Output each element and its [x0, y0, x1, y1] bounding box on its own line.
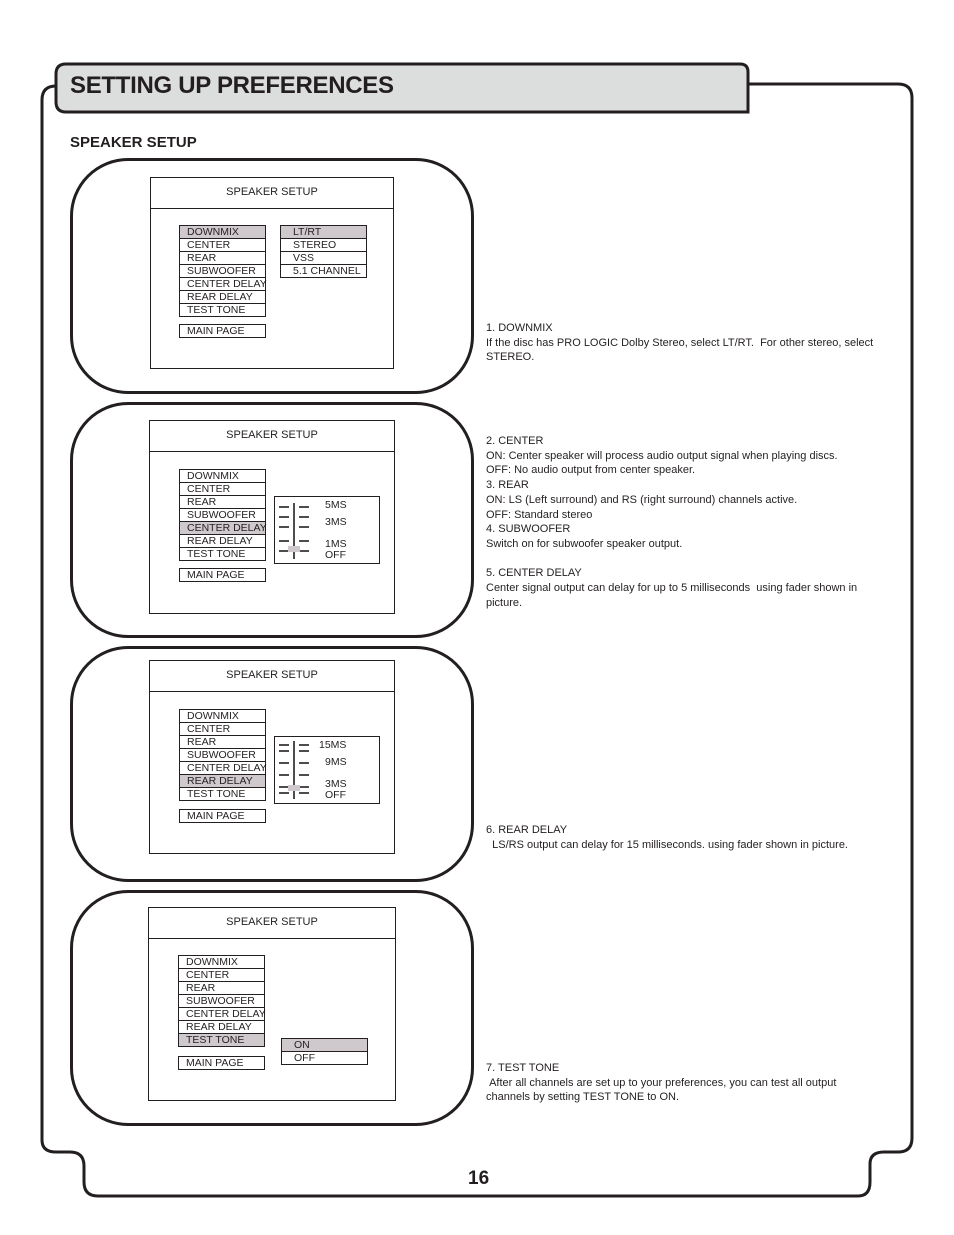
osd-title: SPEAKER SETUP: [150, 421, 394, 452]
osd-menu: [178, 955, 265, 1047]
menu-item-downmix[interactable]: DOWNMIX: [179, 469, 266, 482]
desc-line: STEREO.: [486, 351, 535, 364]
desc-line: 7. TEST TONE: [486, 1062, 560, 1074]
desc-line: Center signal output can delay for up to 5 milliseconds using fader shown in: [486, 582, 858, 595]
desc-line: picture.: [486, 596, 523, 609]
menu-item-downmix[interactable]: DOWNMIX: [179, 709, 266, 722]
option-off[interactable]: OFF: [281, 1051, 368, 1065]
fader-label-off: OFF: [325, 789, 346, 801]
osd-title: SPEAKER SETUP: [151, 178, 393, 209]
fader-label-low: 3MS: [325, 778, 347, 790]
desc-line: After all channels are set up to your preferences, you can test all output: [486, 1076, 837, 1089]
menu-item-test-tone[interactable]: TEST TONE: [179, 787, 266, 801]
menu-item-subwoofer[interactable]: SUBWOOFER: [179, 508, 266, 521]
menu-item-center[interactable]: CENTER: [179, 482, 266, 495]
menu-item-center-delay[interactable]: CENTER DELAY: [179, 277, 266, 290]
menu-item-center[interactable]: CENTER: [179, 238, 266, 251]
menu-item-subwoofer[interactable]: SUBWOOFER: [179, 748, 266, 761]
menu-item-rear[interactable]: REAR: [178, 981, 265, 994]
menu-item-center-delay[interactable]: CENTER DELAY: [179, 521, 266, 534]
menu-item-downmix[interactable]: DOWNMIX: [179, 225, 266, 238]
menu-item-rear[interactable]: REAR: [179, 735, 266, 748]
description-rear-delay: [486, 823, 848, 852]
osd-menu: [179, 469, 266, 561]
menu-item-subwoofer[interactable]: SUBWOOFER: [179, 264, 266, 277]
desc-line: LS/RS output can delay for 15 milliseconds. using fader shown in picture.: [486, 838, 848, 851]
fader-label-top: 5MS: [325, 499, 347, 511]
option-vss[interactable]: VSS: [280, 251, 367, 264]
desc-line: 3. REAR: [486, 479, 529, 492]
menu-item-test-tone[interactable]: TEST TONE: [179, 547, 266, 561]
desc-line: ON: LS (Left surround) and RS (right surround) channels active.: [486, 493, 798, 506]
desc-line: 4. SUBWOOFER: [486, 523, 571, 536]
menu-item-downmix[interactable]: DOWNMIX: [178, 955, 265, 968]
fader-label-mid: 9MS: [325, 756, 347, 768]
option-stereo[interactable]: STEREO: [280, 238, 367, 251]
page-number: 16: [468, 1168, 490, 1189]
desc-line: 5. CENTER DELAY: [486, 567, 582, 580]
menu-item-rear-delay[interactable]: REAR DELAY: [178, 1020, 265, 1033]
main-page-button[interactable]: MAIN PAGE: [179, 568, 266, 582]
osd-menu: [179, 709, 266, 801]
menu-item-test-tone[interactable]: TEST TONE: [178, 1033, 265, 1047]
fader-label-mid: 3MS: [325, 516, 347, 528]
desc-line: Switch on for subwoofer speaker output.: [486, 537, 683, 550]
fader-label-top: 15MS: [319, 739, 347, 751]
desc-line: ON: Center speaker will process audio output signal when playing discs.: [486, 449, 838, 462]
menu-item-rear-delay[interactable]: REAR DELAY: [179, 774, 266, 787]
menu-item-rear[interactable]: REAR: [179, 251, 266, 264]
menu-item-center-delay[interactable]: CENTER DELAY: [178, 1007, 265, 1020]
desc-line: OFF: Standard stereo: [486, 508, 593, 521]
description-center-rear-subwoofer: [486, 434, 857, 610]
desc-line: [486, 552, 857, 567]
menu-item-test-tone[interactable]: TEST TONE: [179, 303, 266, 317]
downmix-options: [280, 225, 367, 278]
desc-line: 1. DOWNMIX: [486, 322, 553, 334]
desc-line: If the disc has PRO LOGIC Dolby Stereo, select LT/RT. For other stereo, select: [486, 336, 874, 349]
osd-menu: [179, 225, 266, 317]
menu-item-rear[interactable]: REAR: [179, 495, 266, 508]
description-downmix: [486, 321, 873, 365]
description-test-tone: [486, 1061, 836, 1105]
fader-label-off: OFF: [325, 549, 346, 561]
desc-line: OFF: No audio output from center speaker.: [486, 464, 696, 477]
desc-line: 6. REAR DELAY: [486, 824, 568, 836]
test-tone-options: [281, 1038, 368, 1065]
main-page-button[interactable]: MAIN PAGE: [178, 1056, 265, 1070]
desc-line: channels by setting TEST TONE to ON.: [486, 1091, 679, 1104]
section-title: SPEAKER SETUP: [70, 134, 197, 151]
menu-item-center[interactable]: CENTER: [178, 968, 265, 981]
page-title: SETTING UP PREFERENCES: [70, 72, 394, 99]
menu-item-center-delay[interactable]: CENTER DELAY: [179, 761, 266, 774]
main-page-button[interactable]: MAIN PAGE: [179, 809, 266, 823]
menu-item-rear-delay[interactable]: REAR DELAY: [179, 290, 266, 303]
desc-line: 2. CENTER: [486, 435, 544, 447]
menu-item-center[interactable]: CENTER: [179, 722, 266, 735]
menu-item-rear-delay[interactable]: REAR DELAY: [179, 534, 266, 547]
osd-title: SPEAKER SETUP: [149, 908, 395, 939]
option-lt-rt[interactable]: LT/RT: [280, 225, 367, 238]
main-page-button[interactable]: MAIN PAGE: [179, 324, 266, 338]
option-5-1-channel[interactable]: 5.1 CHANNEL: [280, 264, 367, 278]
osd-title: SPEAKER SETUP: [150, 661, 394, 692]
menu-item-subwoofer[interactable]: SUBWOOFER: [178, 994, 265, 1007]
center-delay-fader[interactable]: [274, 496, 380, 564]
fader-label-low: 1MS: [325, 538, 347, 550]
option-on[interactable]: ON: [281, 1038, 368, 1051]
rear-delay-fader[interactable]: [274, 736, 380, 804]
